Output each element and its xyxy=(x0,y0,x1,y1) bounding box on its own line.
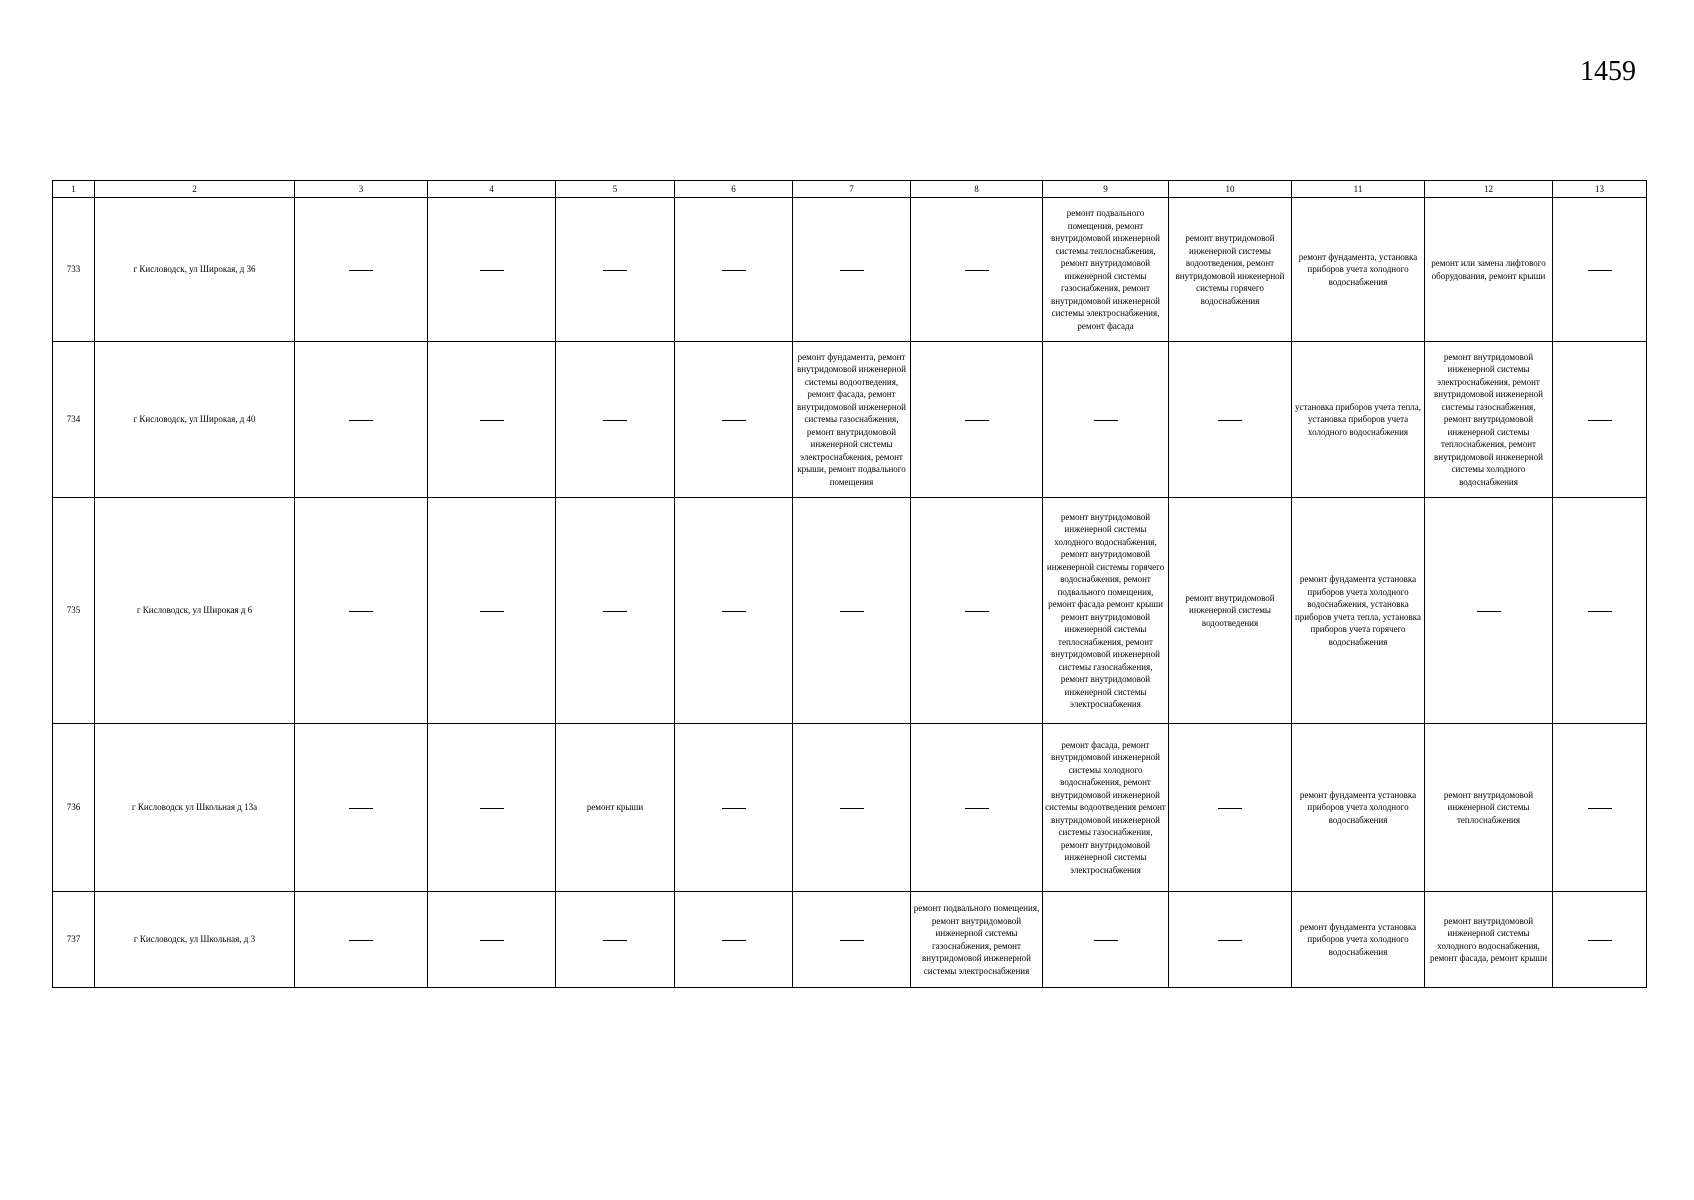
cell-text: ремонт фасада, ремонт внутридомовой инженерной системы холодного водоснабжения, ремонт внутридомовой инженерной системы водоотведения ремонт внутридомовой инженерной системы газоснабжения, ремонт внутридомовой инженерной системы электроснабжения xyxy=(1045,739,1166,875)
dash-mark xyxy=(1218,420,1242,421)
table-cell xyxy=(428,892,556,988)
table-cell xyxy=(428,198,556,342)
cell-text: ремонт или замена лифтового оборудования, ремонт крыши xyxy=(1431,258,1546,281)
table-cell xyxy=(1425,724,1553,892)
dash-mark xyxy=(480,270,504,271)
table-cell xyxy=(675,724,793,892)
cell-text: г Кисловодск, ул Школьная, д 3 xyxy=(133,934,256,945)
cell-text: ремонт фундамента, установка приборов учета холодного водоснабжения xyxy=(1298,251,1418,287)
cell-text: ремонт крыши xyxy=(586,802,644,813)
table-row xyxy=(53,498,1647,724)
table-cell xyxy=(1553,498,1647,724)
table-cell xyxy=(1553,342,1647,498)
dash-mark xyxy=(722,270,746,271)
dash-mark xyxy=(1477,611,1501,612)
table-row xyxy=(53,892,1647,988)
dash-mark xyxy=(349,420,373,421)
table-cell xyxy=(675,342,793,498)
cell-text: ремонт внутридомовой инженерной системы водоотведения, ремонт внутридомовой инженерной системы горячего водоснабжения xyxy=(1175,233,1285,306)
row-number-cell xyxy=(53,498,95,724)
table-row xyxy=(53,198,1647,342)
dash-mark xyxy=(603,270,627,271)
dash-mark xyxy=(603,940,627,941)
table-cell xyxy=(1292,498,1425,724)
table-cell xyxy=(1169,724,1292,892)
cell-text: ремонт внутридомовой инженерной системы водоотведения xyxy=(1185,592,1275,628)
address-cell xyxy=(95,498,295,724)
cell-text: ремонт подвального помещения, ремонт внутридомовой инженерной системы газоснабжения, ремонт внутридомовой инженерной системы электроснабжения xyxy=(913,903,1040,976)
address-cell xyxy=(95,724,295,892)
table-cell xyxy=(1043,342,1169,498)
header-cell: 3 xyxy=(295,181,428,198)
dash-mark xyxy=(349,611,373,612)
table-cell xyxy=(793,198,911,342)
header-row xyxy=(53,181,1647,198)
table-cell xyxy=(428,724,556,892)
cell-text: ремонт внутридомовой инженерной системы теплоснабжения xyxy=(1443,789,1534,825)
cell-text: 736 xyxy=(66,802,81,813)
dash-mark xyxy=(840,808,864,809)
table-cell xyxy=(1169,892,1292,988)
dash-mark xyxy=(480,420,504,421)
header-cell: 8 xyxy=(911,181,1043,198)
header-cell: 4 xyxy=(428,181,556,198)
dash-mark xyxy=(840,270,864,271)
table-cell xyxy=(911,342,1043,498)
cell-text: ремонт подвального помещения, ремонт внутридомовой инженерной системы теплоснабжения, ремонт внутридомовой инженерной системы газоснабжения, ремонт внутридомовой инженерной системы электроснабжения, ремонт фасада xyxy=(1051,208,1160,331)
cell-text: ремонт фундамента установка приборов учета холодного водоснабжения xyxy=(1299,921,1417,957)
dash-mark xyxy=(480,940,504,941)
address-cell xyxy=(95,198,295,342)
table-cell xyxy=(1292,198,1425,342)
dash-mark xyxy=(722,808,746,809)
dash-mark xyxy=(965,420,989,421)
cell-text: 735 xyxy=(66,605,81,616)
cell-text: ремонт фундамента, ремонт внутридомовой инженерной системы водоотведения, ремонт фасада, ремонт внутридомовой инженерной системы газоснабжения, ремонт внутридомовой инженерной системы электроснабжения, ремонт крыши, ремонт подвального помещения xyxy=(797,351,906,487)
dash-mark xyxy=(349,808,373,809)
cell-text: ремонт внутридомовой инженерной системы холодного водоснабжения, ремонт фасада, ремонт крыши xyxy=(1429,915,1548,963)
dash-mark xyxy=(603,611,627,612)
dash-mark xyxy=(480,611,504,612)
table-cell xyxy=(675,892,793,988)
cell-text: г Кисловодск, ул Широкая, д 36 xyxy=(133,264,256,275)
table-cell xyxy=(1043,198,1169,342)
row-number-cell xyxy=(53,342,95,498)
address-cell xyxy=(95,892,295,988)
cell-text: г Кисловодск ул Школьная д 13а xyxy=(131,802,258,813)
table-cell xyxy=(1169,198,1292,342)
table-cell xyxy=(911,498,1043,724)
cell-text: ремонт фундамента установка приборов учета холодного водоснабжения xyxy=(1299,789,1417,825)
row-number-cell xyxy=(53,892,95,988)
dash-mark xyxy=(1094,940,1118,941)
table-cell xyxy=(793,498,911,724)
table-cell xyxy=(556,498,675,724)
table-cell xyxy=(556,198,675,342)
table-cell xyxy=(1043,498,1169,724)
address-cell xyxy=(95,342,295,498)
table-cell xyxy=(1425,342,1553,498)
table-cell xyxy=(295,342,428,498)
table-cell xyxy=(1292,342,1425,498)
header-cell: 2 xyxy=(95,181,295,198)
header-cell: 13 xyxy=(1553,181,1647,198)
table-cell xyxy=(1169,342,1292,498)
dash-mark xyxy=(603,420,627,421)
table-body xyxy=(53,198,1647,988)
dash-mark xyxy=(722,611,746,612)
cell-text: 733 xyxy=(66,264,81,275)
table-cell xyxy=(1553,724,1647,892)
row-number-cell xyxy=(53,198,95,342)
table-row xyxy=(53,342,1647,498)
dash-mark xyxy=(349,940,373,941)
table-cell xyxy=(1553,892,1647,988)
table-cell xyxy=(1169,498,1292,724)
table-cell xyxy=(911,892,1043,988)
dash-mark xyxy=(1094,420,1118,421)
dash-mark xyxy=(1588,270,1612,271)
dash-mark xyxy=(1588,808,1612,809)
table-cell xyxy=(295,498,428,724)
header-cell: 7 xyxy=(793,181,911,198)
dash-mark xyxy=(722,420,746,421)
cell-text: 734 xyxy=(66,414,81,425)
table-cell xyxy=(911,198,1043,342)
header-cell: 6 xyxy=(675,181,793,198)
dash-mark xyxy=(840,940,864,941)
dash-mark xyxy=(1588,611,1612,612)
dash-mark xyxy=(965,270,989,271)
table-cell xyxy=(1292,892,1425,988)
table-cell xyxy=(295,198,428,342)
table-cell xyxy=(556,892,675,988)
table-cell xyxy=(1425,892,1553,988)
header-cell: 10 xyxy=(1169,181,1292,198)
dash-mark xyxy=(1588,420,1612,421)
table-cell xyxy=(556,342,675,498)
table-cell xyxy=(911,724,1043,892)
repair-schedule-table xyxy=(52,180,1647,988)
table-cell xyxy=(295,724,428,892)
table-cell xyxy=(428,342,556,498)
dash-mark xyxy=(965,611,989,612)
header-cell: 12 xyxy=(1425,181,1553,198)
table-cell xyxy=(793,892,911,988)
cell-text: г Кисловодск, ул Широкая, д 40 xyxy=(133,414,256,425)
table-cell xyxy=(1425,498,1553,724)
table-cell xyxy=(1553,198,1647,342)
table-cell xyxy=(675,498,793,724)
cell-text: 737 xyxy=(66,934,81,945)
header-cell: 5 xyxy=(556,181,675,198)
cell-text: ремонт внутридомовой инженерной системы холодного водоснабжения, ремонт внутридомовой инженерной системы горячего водоснабжения, ремонт подвального помещения, ремонт фасада ремонт крыши ремонт внутридомовой инженерной системы теплоснабжения, ремонт внутридомовой инженерной системы газоснабжения, ремонт внутридомовой инженерной системы электроснабжения xyxy=(1046,511,1165,709)
table-cell xyxy=(428,498,556,724)
header-cell: 9 xyxy=(1043,181,1169,198)
table-cell xyxy=(675,198,793,342)
cell-text: ремонт фундамента установка приборов учета холодного водоснабжения, установка приборов учета тепла, установка приборов учета горячего водоснабжения xyxy=(1294,574,1422,647)
dash-mark xyxy=(1588,940,1612,941)
header-cell: 11 xyxy=(1292,181,1425,198)
row-number-cell xyxy=(53,724,95,892)
table-cell xyxy=(556,724,675,892)
dash-mark xyxy=(840,611,864,612)
dash-mark xyxy=(722,940,746,941)
dash-mark xyxy=(480,808,504,809)
table-cell xyxy=(793,724,911,892)
dash-mark xyxy=(1218,940,1242,941)
cell-text: ремонт внутридомовой инженерной системы электроснабжения, ремонт внутридомовой инженерной системы газоснабжения, ремонт внутридомовой инженерной системы теплоснабжения, ремонт внутридомовой инженерной системы холодного водоснабжения xyxy=(1434,351,1543,487)
table-cell xyxy=(1425,198,1553,342)
dash-mark xyxy=(349,270,373,271)
cell-text: установка приборов учета тепла, установка приборов учета холодного водоснабжения xyxy=(1294,401,1422,437)
table-cell xyxy=(1043,892,1169,988)
table-cell xyxy=(1043,724,1169,892)
table-cell xyxy=(793,342,911,498)
cell-text: г Кисловодск, ул Широкая д 6 xyxy=(136,605,253,616)
dash-mark xyxy=(965,808,989,809)
header-cell: 1 xyxy=(53,181,95,198)
table-row xyxy=(53,724,1647,892)
page-number: 1459 xyxy=(1580,56,1636,87)
dash-mark xyxy=(1218,808,1242,809)
table-cell xyxy=(295,892,428,988)
table-cell xyxy=(1292,724,1425,892)
